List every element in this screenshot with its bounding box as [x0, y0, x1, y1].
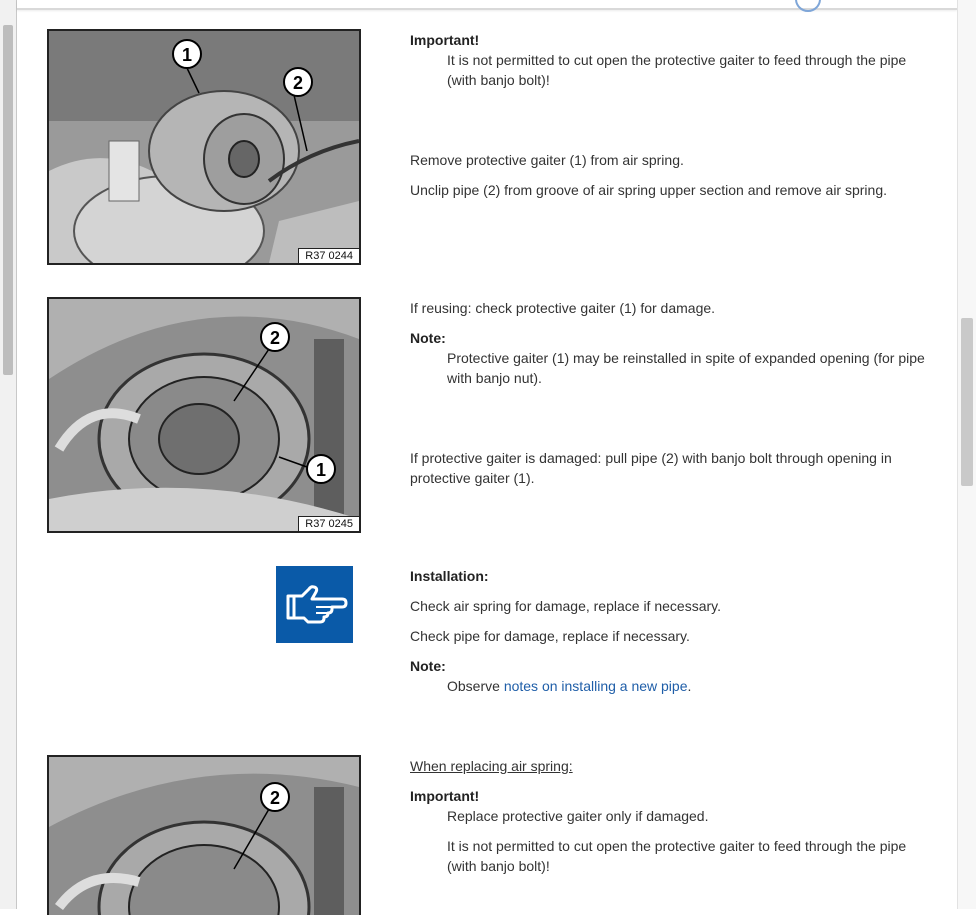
replacing-important-label: Important!: [410, 788, 480, 804]
callout-2: 2: [292, 73, 304, 93]
important-text: It is not permitted to cut open the protective gaiter to feed through the pipe (with banjo bolt)!: [447, 52, 907, 88]
note-text: Protective gaiter (1) may be reinstalled in spite of expanded opening (for pipe with banjo nut).: [447, 350, 925, 386]
step-unclip-pipe: Unclip pipe (2) from groove of air spring upper section and remove air spring.: [410, 182, 888, 198]
notes-link[interactable]: notes on installing a new pipe: [503, 678, 688, 694]
note-suffix: .: [687, 678, 692, 694]
replacing-text-1: Replace protective gaiter only if damaged.: [447, 808, 709, 824]
installation-note-label: Note:: [410, 658, 446, 674]
pointing-hand-icon: [276, 566, 353, 643]
step-check-air-spring: Check air spring for damage, replace if necessary.: [410, 598, 721, 614]
installation-heading: Installation:: [410, 568, 489, 584]
callout-2: 2: [269, 788, 281, 808]
document-header-edge: [17, 0, 957, 10]
figure-replacing-air-spring: [47, 755, 361, 915]
figure-label: R37 0244: [298, 248, 359, 263]
scrollbar-thumb[interactable]: [961, 318, 973, 486]
figure-air-spring-removed: [47, 29, 361, 265]
installation-note-text: [447, 676, 937, 696]
figure-label: R37 0245: [298, 516, 359, 531]
left-scrollbar-thumb[interactable]: [3, 25, 13, 375]
note-label: Note:: [410, 330, 446, 346]
step-check-pipe: Check pipe for damage, replace if necessary.: [410, 628, 690, 644]
important-label: Important!: [410, 32, 480, 48]
figure-protective-gaiter: [47, 297, 361, 533]
step-pull-pipe: If protective gaiter is damaged: pull pipe (2) with banjo bolt through opening in protective gaiter (1).: [410, 450, 892, 486]
callout-1: 1: [315, 460, 327, 480]
replacing-heading: When replacing air spring:: [410, 758, 573, 774]
callout-2: 2: [269, 328, 281, 348]
step-remove-gaiter: Remove protective gaiter (1) from air spring.: [410, 152, 684, 168]
replacing-text-2: It is not permitted to cut open the protective gaiter to feed through the pipe (with banjo bolt)!: [447, 838, 907, 874]
header-circle-icon[interactable]: [795, 0, 821, 12]
callout-1: 1: [181, 45, 193, 65]
note-prefix: Observe: [447, 678, 504, 694]
step-check-gaiter: If reusing: check protective gaiter (1) for damage.: [410, 300, 716, 316]
